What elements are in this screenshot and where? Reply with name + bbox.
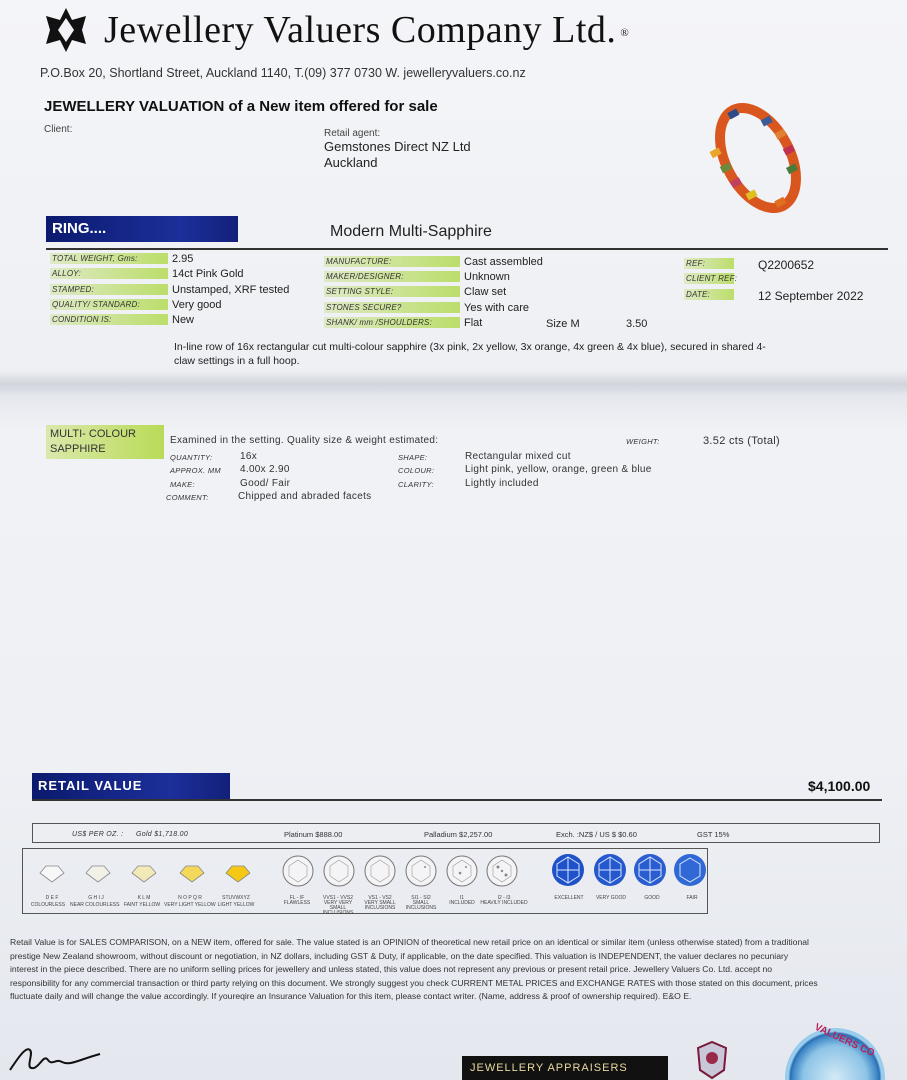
retail-value-rule [32, 799, 882, 801]
date-label: DATE: [684, 289, 734, 300]
date-value: 12 September 2022 [758, 289, 864, 303]
size-label: Size M [546, 318, 580, 330]
grade-colour-sub-1: COLOURLESS [30, 902, 66, 908]
diamond-icon-colourless [40, 866, 64, 882]
shank-value: Flat [464, 317, 483, 329]
ref-label: REF: [684, 258, 734, 269]
grade-cut-2: VERY GOOD [595, 895, 627, 901]
stones-secure-value: Yes with care [464, 302, 530, 314]
grade-clarity-4: SI1 - SI2 [411, 895, 431, 901]
gem-comment-value: Chipped and abraded facets [238, 491, 372, 502]
gem-mm-value: 4.00x 2.90 [240, 464, 290, 475]
gem-quantity-value: 16x [240, 451, 258, 462]
palladium-price: Palladium $2,257.00 [424, 830, 493, 839]
clarity-i1-icon [447, 856, 477, 886]
clarity-vs-icon [365, 856, 395, 886]
ref-value: Q2200652 [758, 258, 815, 272]
gem-shape-value: Rectangular mixed cut [465, 451, 571, 462]
quality-value: Very good [172, 299, 222, 311]
clarity-vvs-icon [324, 856, 354, 886]
grade-cut-4: FAIR [686, 895, 698, 901]
ring-section-band: RING.... [46, 216, 238, 242]
diamond-icon-light-yellow [180, 866, 204, 882]
grade-colour-sub-2: NEAR COLOURLESS [70, 902, 120, 908]
grade-colour-3: K L M [137, 895, 151, 901]
gem-make-value: Good/ Fair [240, 478, 291, 489]
alloy-label: ALLOY: [50, 268, 168, 279]
ring-description-title: Modern Multi-Sapphire [330, 223, 492, 240]
cut-fair-icon [674, 854, 706, 886]
alloy-value: 14ct Pink Gold [172, 268, 244, 280]
stamped-value: Unstamped, XRF tested [172, 284, 290, 296]
grade-clarity-sub-3: VERY SMALL INCLUSIONS [364, 900, 396, 911]
document-title: JEWELLERY VALUATION of a New item offered for sale [44, 98, 438, 115]
exchange-rate: Exch. :NZ$ / US $ $0.60 [556, 830, 637, 839]
grade-colour-sub-4: VERY LIGHT YELLOW [164, 902, 216, 908]
grade-clarity-2: VVS1 - VVS2 [322, 895, 353, 901]
company-address: P.O.Box 20, Shortland Street, Auckland 1140, T.(09) 377 0730 W. jewelleryvaluers.co.nz [40, 66, 526, 80]
shank-label: SHANK/ mm /SHOULDERS: [324, 317, 460, 328]
grade-clarity-1: FL - IF [289, 895, 305, 901]
gem-weight-value: 3.52 cts (Total) [703, 435, 780, 447]
gold-price: Gold $1,718.00 [136, 831, 189, 838]
grade-colour-1: D E F [45, 895, 59, 901]
ring-photo [696, 96, 822, 222]
stamped-label: STAMPED: [50, 284, 168, 295]
company-logo-icon [38, 6, 94, 54]
grade-colour-sub-5: LIGHT YELLOW [217, 902, 255, 908]
disclaimer-text: Retail Value is for SALES COMPARISON, on a NEW item, offered for sale. The value stated is an OPINION of theoretical new retail price on an identical or similar item (unless otherwise stated) from a traditional prestige New Zealand showroom, without discount or negotiation, in NZ dollars, including GST & Duty, if applicable, on the date specified. This valuation is INDEPENDENT, the valuer declares no pecuniary interest in the piece described. There are no uniform selling prices for jewellery and unless stated, this value does not represent any previous or present retail price. Jewellery Valuers Co. Ltd. accept no responsibility for any commercial transaction or third party relying on this document. We strongly suggest you check CURRENT METAL PRICES and EXCHANGE RATES with those stated on this document, prices fluctuate daily and will change the value accordingly. If youreqire an Insurance Valuation for this item, please contact writer. (Name, address & proof of ownership required). E&O E. [10, 937, 818, 1001]
condition-value: New [172, 314, 195, 326]
maker-value: Unknown [464, 271, 510, 283]
diamond-icon-near-colourless [86, 866, 110, 882]
clarity-grade-circles [280, 853, 520, 889]
clarity-si-icon [406, 856, 436, 886]
grade-colour-sub-3: FAINT YELLOW [123, 902, 161, 908]
grade-clarity-sub-6: HEAVILY INCLUDED [480, 900, 528, 906]
clarity-fl-icon [283, 856, 313, 886]
client-ref-label: CLIENT REF: [686, 274, 738, 283]
colour-grade-diamonds [36, 860, 266, 886]
grade-clarity-6: I2 - I3 [497, 895, 511, 901]
quality-label: QUALITY/ STANDARD: [50, 299, 168, 310]
retail-agent-city: Auckland [324, 155, 378, 170]
seal-text: VALUERS CO [812, 1021, 877, 1060]
paper-fold [0, 372, 907, 396]
retail-agent-name: Gemstones Direct NZ Ltd [324, 139, 471, 154]
crest-icon [690, 1040, 734, 1080]
total-weight-label: TOTAL WEIGHT, Gms: [50, 253, 168, 264]
total-weight-value: 2.95 [172, 253, 194, 265]
condition-label: CONDITION IS: [50, 314, 168, 325]
gem-type-label: MULTI- COLOUR SAPPHIRE [46, 425, 164, 459]
grade-clarity-5: I1 [459, 895, 465, 901]
signature [4, 1040, 114, 1080]
gst-rate: GST 15% [697, 830, 730, 839]
us-per-oz-label: US$ PER OZ. : [72, 831, 124, 838]
gem-mm-label: APPROX. MM [170, 466, 221, 475]
diamond-icon-yellow [226, 866, 250, 882]
setting-style-value: Claw set [464, 286, 507, 298]
gem-colour-label: COLOUR: [398, 466, 435, 475]
gem-clarity-value: Lightly included [465, 478, 539, 489]
grade-clarity-sub-2: VERY VERY SMALL INCLUSIONS [322, 900, 354, 916]
diamond-icon-faint-yellow [132, 866, 156, 882]
retail-agent-label: Retail agent: [324, 128, 381, 139]
retail-value-amount: $4,100.00 [808, 778, 871, 794]
grade-clarity-sub-1: FLAWLESS [283, 900, 311, 906]
gem-comment-label: COMMENT: [166, 493, 209, 502]
grade-cut-3: GOOD [644, 895, 660, 901]
manufacture-label: MANUFACTURE: [324, 256, 460, 267]
size-value: 3.50 [626, 318, 648, 330]
gem-colour-value: Light pink, yellow, orange, green & blue [465, 464, 652, 475]
grade-colour-2: G H I J [88, 895, 104, 901]
gem-shape-label: SHAPE: [398, 453, 428, 462]
gem-make-label: MAKE: [170, 480, 195, 489]
grade-cut-1: EXCELLENT [554, 895, 584, 901]
grade-colour-5: STUVWXYZ [222, 895, 250, 901]
retail-value-band: RETAIL VALUE [32, 773, 230, 799]
grade-colour-4: N O P Q R [178, 895, 202, 901]
ring-description: In-line row of 16x rectangular cut multi-colour sapphire (3x pink, 2x yellow, 3x orange, 4x green & 4x blue), secured in shared 4- claw settings in a full hoop. [174, 341, 766, 367]
grade-clarity-sub-5: INCLUDED [449, 900, 475, 906]
gem-quantity-label: QUANTITY: [170, 453, 213, 462]
grade-clarity-3: VS1 - VS2 [368, 895, 392, 901]
grade-clarity-sub-4: SMALL INCLUSIONS [405, 900, 437, 911]
setting-style-label: SETTING STYLE: [324, 286, 460, 297]
cut-grade-circles [548, 852, 712, 888]
gem-intro: Examined in the setting. Quality size & weight estimated: [170, 435, 439, 446]
company-name: Jewellery Valuers Company Ltd. ® [104, 9, 630, 51]
gem-weight-label: WEIGHT: [626, 437, 660, 446]
appraisers-badge: JEWELLERY APPRAISERS [462, 1056, 668, 1080]
client-label: Client: [44, 124, 73, 135]
gem-clarity-label: CLARITY: [398, 480, 434, 489]
ring-section-rule [46, 248, 888, 250]
stones-secure-label: STONES SECURE? [324, 302, 460, 313]
maker-label: MAKER/DESIGNER: [324, 271, 460, 282]
platinum-price: Platinum $888.00 [284, 830, 343, 839]
manufacture-value: Cast assembled [464, 256, 543, 268]
